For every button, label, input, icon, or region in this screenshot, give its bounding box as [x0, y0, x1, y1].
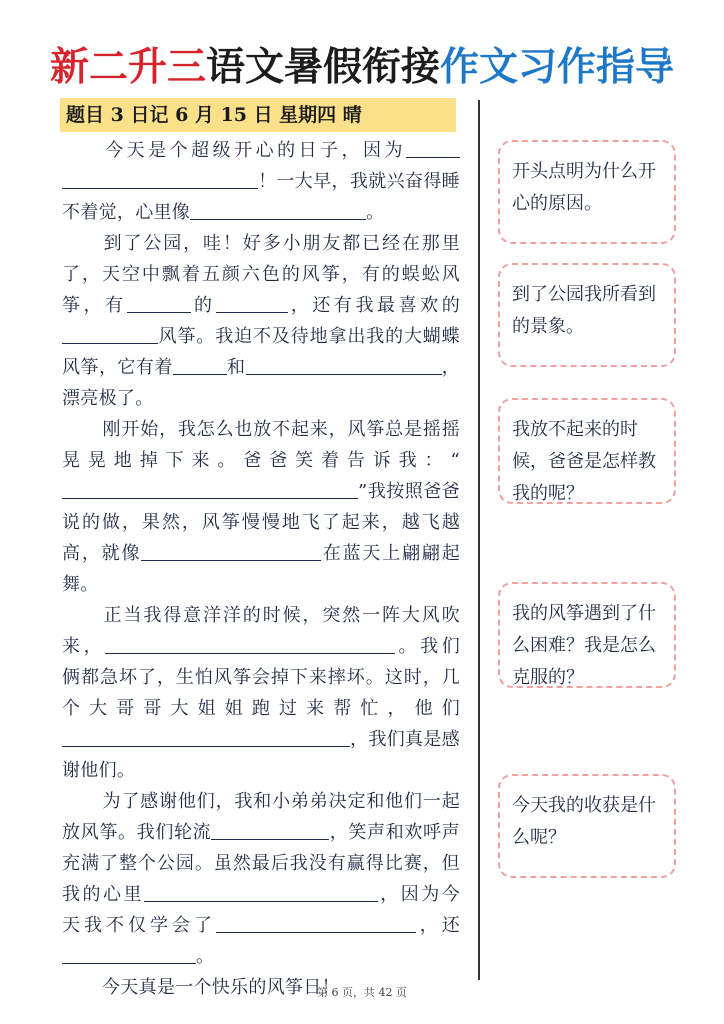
hint-box-2: 到了公园我所看到的景象。	[498, 263, 676, 367]
fill-blank[interactable]	[216, 912, 230, 933]
fill-blank[interactable]	[246, 354, 442, 375]
text-segment: ，还有我最喜欢的	[287, 295, 460, 316]
fill-blank[interactable]	[216, 292, 288, 313]
text-segment: 的	[190, 295, 216, 316]
text-segment: 风筝。我迫不及待地拿出我的大蝴蝶风筝，它有着	[62, 326, 460, 378]
text-segment: 今天是个超级开心的日子，因为	[102, 140, 406, 161]
text-segment: ”我按照爸爸说的做，果然，风筝慢慢地飞了起来，越飞越高，就像	[62, 481, 460, 564]
page-footer: 第 6 页，共 42 页	[317, 986, 407, 999]
text-segment: ！一大早，我就兴奋得睡不着觉，心里像	[62, 171, 460, 223]
title-part-grade: 新二升三	[49, 45, 206, 90]
hint-box-1: 开头点明为什么开心的原因。	[498, 140, 676, 244]
paragraph-3	[62, 414, 460, 600]
text-segment: 。	[196, 946, 215, 967]
fill-blank[interactable]	[62, 943, 196, 964]
page-title	[0, 40, 724, 96]
text-segment: 。我们俩都急坏了，生怕风筝会掉下来摔坏。这时，几个大哥哥大姐姐跑过来帮忙，他们	[62, 636, 460, 719]
fill-blank[interactable]	[173, 354, 227, 375]
text-segment: ，因为今天我不仅学会了	[62, 884, 460, 936]
text-segment: 。	[366, 202, 385, 223]
fill-blank[interactable]	[190, 199, 366, 220]
hint-box-5: 今天我的收获是什么呢？	[498, 774, 676, 878]
fill-blank[interactable]	[62, 726, 350, 747]
fill-blank[interactable]	[62, 478, 358, 499]
hint-box-3: 我放不起来的时候，爸爸是怎样教我的呢？	[498, 398, 676, 504]
paragraph-1	[62, 135, 460, 228]
fill-blank[interactable]	[62, 323, 158, 344]
text-segment: 刚开始，我怎么也放不起来，风筝总是摇摇晃晃地掉下来。爸爸笑着告诉我：	[62, 419, 460, 471]
text-segment: 和	[226, 357, 246, 378]
fill-blank[interactable]	[211, 819, 329, 840]
hint-box-4: 我的风筝遇到了什么困难？我是怎么克服的？	[498, 582, 676, 688]
text-segment: ，漂亮极了。	[62, 357, 460, 409]
text-segment: 在蓝天上翩翩起舞。	[62, 543, 460, 595]
title-part-subject: 语文暑假衔接	[205, 45, 440, 90]
fill-blank[interactable]	[248, 881, 378, 902]
text-segment: 正当我得意洋洋的时候，突然一阵大风吹来，	[62, 605, 460, 657]
text-segment: 到了公园，哇！好多小朋友都已经在那里了，天空中飘着五颜六色的风筝，有的蜈蚣风筝，有	[62, 233, 460, 316]
fill-blank[interactable]	[105, 633, 395, 654]
fill-blank[interactable]	[406, 137, 460, 158]
text-segment: 为了感谢他们，我和小弟弟决定和他们一起放风筝。我们轮流	[62, 791, 460, 843]
column-divider	[478, 100, 480, 980]
text-segment: ，还	[416, 915, 460, 936]
diary-header: 题目 3 日记 6 月 15 日 星期四 晴	[60, 98, 456, 132]
fill-blank[interactable]	[62, 168, 258, 189]
title-part-topic: 作文习作指导	[440, 45, 675, 90]
text-segment: “	[450, 450, 460, 471]
text-segment: ，笑声和欢呼声充满了整个公园。虽然最后我没有赢得比赛，但我的心里	[62, 822, 460, 905]
paragraph-5	[62, 786, 460, 972]
fill-blank[interactable]	[230, 912, 416, 933]
fill-blank[interactable]	[127, 292, 191, 313]
diary-text	[62, 135, 460, 1003]
text-segment: ，我们真是感谢他们。	[62, 729, 460, 781]
fill-blank[interactable]	[144, 881, 248, 902]
paragraph-2	[62, 228, 460, 414]
paragraph-4	[62, 600, 460, 786]
text-segment: 今天真是一个快乐的风筝日！	[102, 977, 340, 998]
fill-blank[interactable]	[141, 540, 321, 561]
